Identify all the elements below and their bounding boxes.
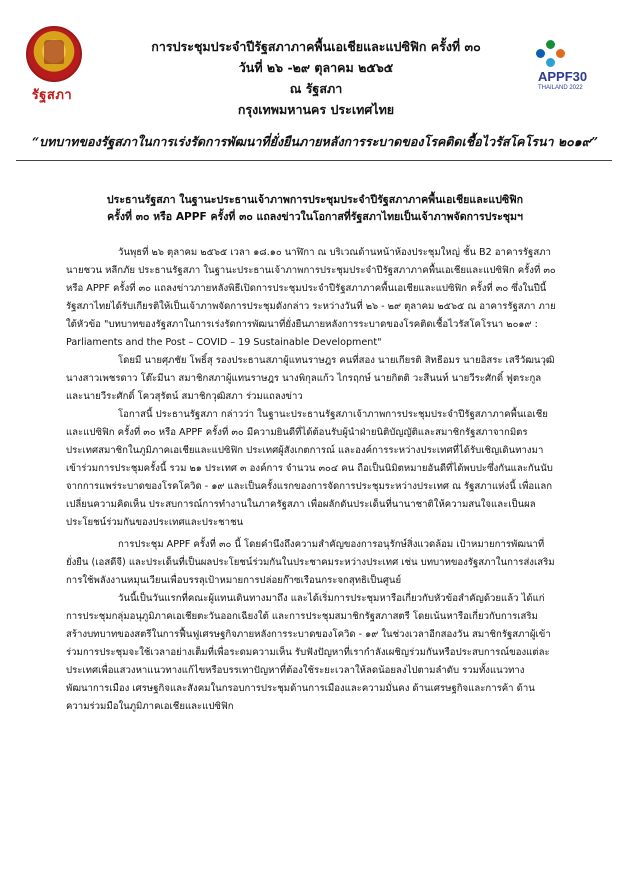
appf-logo-title: APPF30 [538, 69, 588, 84]
body-paragraph-4: การประชุม APPF ครั้งที่ ๓๐ นี้ โดยคำนึงถึงความสำคัญของการอนุรักษ์สิ่งแวดล้อม เป้าหมายการพัฒนาที่ยั่งยืน (เอสดีจี) และประเด็นที่เป็นผลประโยชน์ร่วมกันในประชาคมระหว่างประเทศ เช่น บทบาทของรัฐสภาในการส่งเสริมการใช้พลังงานหมุนเวียนเพื่อบรรลุเป้าหมายการปล่อยก๊าซเรือนกระจกสุทธิเป็นศูนย์ [66, 539, 555, 586]
appf-logo [536, 40, 604, 100]
body-paragraph-5: วันนี้เป็นวันแรกที่คณะผู้แทนเดินทางมาถึง และได้เริ่มการประชุมหารือเกี่ยวกับหัวข้อสำคัญด้วยแล้ว ได้แก่ การประชุมกลุ่มอนุภูมิภาคเอเชียตะวันออกเฉียงใต้ และการประชุมสมาชิกรัฐสภาสตรี โดยเน้นหารือเกี่ยวกับการเสริมสร้างบทบาทของสตรีในการฟื้นฟูเศรษฐกิจภายหลังการระบาดของโควิด - ๑๙ ในช่วงเวลาอีกสองวัน สมาชิกรัฐสภาผู้เข้าร่วมการประชุมจะใช้เวลาอย่างเต็มที่เพื่อระดมความเห็น รับฟังปัญหาที่เรากำลังเผชิญร่วมกันหรือประสบการณ์ของแต่ละประเทศเพื่อแสวงหาแนวทางแก้ไขหรือบรรเทาปัญหาที่ต้องใช้ระยะเวลาให้ลดน้อยลงไปตามลำดับ รวมทั้งแนวทางพัฒนาการเมือง เศรษฐกิจและสังคมในกรอบการประชุมด้านการเมืองและความมั่นคง ด้านเศรษฐกิจและการค้า ด้านความร่วมมือในภูมิภาคเอเชียและแปซิฟิก [66, 593, 551, 712]
parliament-logo [24, 26, 80, 104]
body-paragraph-1: วันพุธที่ ๒๖ ตุลาคม ๒๕๖๕ เวลา ๑๘.๑๐ นาฬิกา ณ บริเวณด้านหน้าห้องประชุมใหญ่ ชั้น B2 อาคารรัฐสภา นายชวน หลีกภัย ประธานรัฐสภา ในฐานะประธานเจ้าภาพการประชุมประจำปีรัฐสภาภาคพื้นเอเชียและแปซิฟิก ครั้งที่ ๓๐ หรือ APPF ครั้งที่ ๓๐ แถลงข่าวภายหลังพิธีเปิดการประชุมประจำปีรัฐสภาภาคพื้นเอเชียและแปซิฟิก ครั้งที่ ๓๐ ซึ่งในปีนี้รัฐสภาไทยได้รับเกียรติให้เป็นเจ้าภาพจัดการประชุมดังกล่าว ระหว่างวันที่ ๒๖ - ๒๙ ตุลาคม ๒๕๖๕ ณ อาคารรัฐสภา ภายใต้หัวข้อ "บทบาทของรัฐสภาในการเร่งรัดการพัฒนาที่ยั่งยืนภายหลังการระบาดของโรคติดเชื้อไวรัสโคโรนา ๒๐๑๙ : Parliaments and the Post – COVID – 19 Sustainable Development" [66, 247, 556, 348]
parliament-logo-caption: รัฐสภา [31, 88, 73, 103]
press-release-title-line2: ครั้งที่ ๓๐ หรือ APPF ครั้งที่ ๓๐ แถลงข่าวในโอกาสที่รัฐสภาไทยเป็นเจ้าภาพจัดการประชุมฯ [107, 211, 523, 223]
conference-city: กรุงเทพมหานคร ประเทศไทย [237, 102, 395, 117]
conference-theme: “บทบาทของรัฐสภาในการเร่งรัดการพัฒนาที่ยั่งยืนภายหลังการระบาดของโรคติดเชื้อไวรัสโคโรนา ๒๐๑๙” [31, 134, 599, 149]
conference-title: การประชุมประจำปีรัฐสภาภาคพื้นเอเชียและแปซิฟิก ครั้งที่ ๓๐ [151, 39, 481, 54]
conference-venue: ณ รัฐสภา [289, 81, 343, 96]
body-paragraph-2: โดยมี นายศุภชัย โพธิ์สุ รองประธานสภาผู้แทนราษฎร คนที่สอง นายเกียรติ สิทธีอมร นายอิสระ เสรีวัฒนวุฒิ นางสาวเพชรดาว โต๊ะมีนา สมาชิกสภาผู้แทนราษฎร นางพิกุลแก้ว ไกรฤกษ์ นายกิตติ วะสีนนท์ นายวีระศักดิ์ ฟูตระกูล และนายวีระศักดิ์ โควสุรัตน์ สมาชิกวุฒิสภา ร่วมแถลงข่าว [66, 355, 555, 402]
apec-logo-icon [536, 40, 566, 70]
conference-dates: วันที่ ๒๖ -๒๙ ตุลาคม ๒๕๖๕ [238, 60, 394, 75]
parliament-seal-icon [26, 26, 82, 82]
appf-logo-subtitle: THAILAND 2022 [538, 85, 583, 91]
press-release-title-line1: ประธานรัฐสภา ในฐานะประธานเจ้าภาพการประชุมประจำปีรัฐสภาภาคพื้นเอเชียและแปซิฟิก [106, 194, 524, 206]
header-divider [16, 160, 612, 161]
press-release-body [66, 244, 556, 716]
body-paragraph-3: โอกาสนี้ ประธานรัฐสภา กล่าวว่า ในฐานะประธานรัฐสภาเจ้าภาพการประชุมประจำปีรัฐสภาภาคพื้นเอเชียและแปซิฟิก ครั้งที่ ๓๐ หรือ APPF ครั้งที่ ๓๐ มีความยินดีที่ได้ต้อนรับผู้นำฝ่ายนิติบัญญัติและสมาชิกรัฐสภาจากมิตรประเทศสมาชิกในภูมิภาคเอเชียและแปซิฟิก ประเทศผู้สังเกตการณ์ และองค์การระหว่างประเทศที่ได้รับเชิญเดินทางมาเข้าร่วมการประชุมครั้งนี้ รวม ๒๑ ประเทศ ๓ องค์การ จำนวน ๓๐๔ คน ถือเป็นนิมิตหมายอันดีที่ได้พบปะซึ่งกันและกันนับจากการแพร่ระบาดของโรคโควิด - ๑๙ และเป็นครั้งแรกของการจัดการประชุมระหว่างประเทศ ณ รัฐสภาแห่งนี้ เพื่อแลกเปลี่ยนความคิดเห็น ประสบการณ์การทำงานในภาครัฐสภา เพื่อผลักดันประเด็นที่นานาชาติให้ความสนใจและเป็นผลประโยชน์ร่วมกันของประเทศและประชาชน [66, 409, 553, 528]
